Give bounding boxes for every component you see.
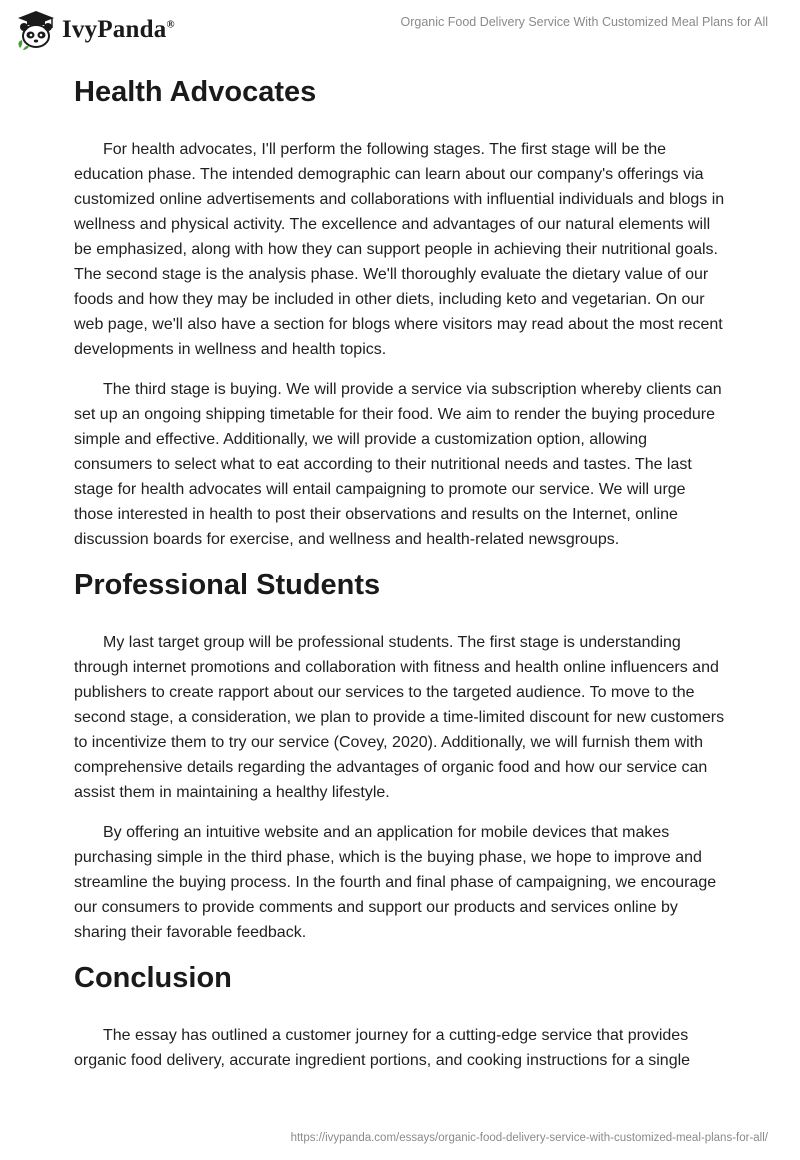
section-heading-health-advocates: Health Advocates	[74, 76, 317, 108]
registered-mark: ®	[166, 18, 175, 31]
essay-body	[74, 70, 726, 1073]
paragraph: My last target group will be professional students. The first stage is understanding through internet promotions and collaboration with fitness and health online influencers and publishers to create rapport about our services to the targeted audience. To move to the second stage, a consideration, we plan to provide a time-limited discount for new customers to incentivize them to try our service (Covey, 2020). Additionally, we will furnish them with comprehensive details regarding the advantages of organic food and how our service can assist them in maintaining a healthy lifestyle.	[74, 634, 725, 801]
document-title: Organic Food Delivery Service With Customized Meal Plans for All	[400, 15, 768, 29]
ivypanda-logo[interactable]	[14, 8, 175, 52]
paragraph: By offering an intuitive website and an application for mobile devices that makes purchasing simple in the third phase, which is the buying phase, we hope to improve and streamline the buying process. In the fourth and final phase of campaigning, we encourage our consumers to provide comments and support our products and services online by sharing their favorable feedback.	[74, 824, 717, 941]
source-url-link[interactable]: https://ivypanda.com/essays/organic-food-delivery-service-with-customized-meal-plans-for-all/	[290, 1132, 768, 1144]
paragraph: The essay has outlined a customer journey for a cutting-edge service that provides organic food delivery, accurate ingredient portions, and cooking instructions for a single	[74, 1027, 691, 1069]
brand-name: IvyPanda®	[62, 16, 175, 43]
paragraph: For health advocates, I'll perform the following stages. The first stage will be the education phase. The intended demographic can learn about our company's offerings via customized online advertisements and collaborations with influential individuals and blogs in wellness and physical activity. The excellence and advantages of our natural elements will be emphasized, along with how they can support people in achieving their nutritional goals. The second stage is the analysis phase. We'll thoroughly evaluate the dietary value of our foods and how they may be included in other diets, including keto and vegetarian. On our web page, we'll also have a section for blogs where visitors may read about the most recent developments in wellness and health topics.	[74, 141, 725, 358]
panda-graduate-icon	[14, 8, 58, 52]
paragraph: The third stage is buying. We will provide a service via subscription whereby clients can set up an ongoing shipping timetable for their food. We aim to render the buying procedure simple and effective. Additionally, we will provide a customization option, allowing consumers to select what to eat according to their nutritional needs and tastes. The last stage for health advocates will entail campaigning to promote our service. We will urge those interested in health to post their observations and results on the Internet, online discussion boards for exercise, and wellness and health-related newsgroups.	[74, 381, 722, 548]
section-heading-conclusion: Conclusion	[74, 962, 232, 994]
section-heading-professional-students: Professional Students	[74, 569, 381, 601]
page-header	[0, 0, 800, 60]
